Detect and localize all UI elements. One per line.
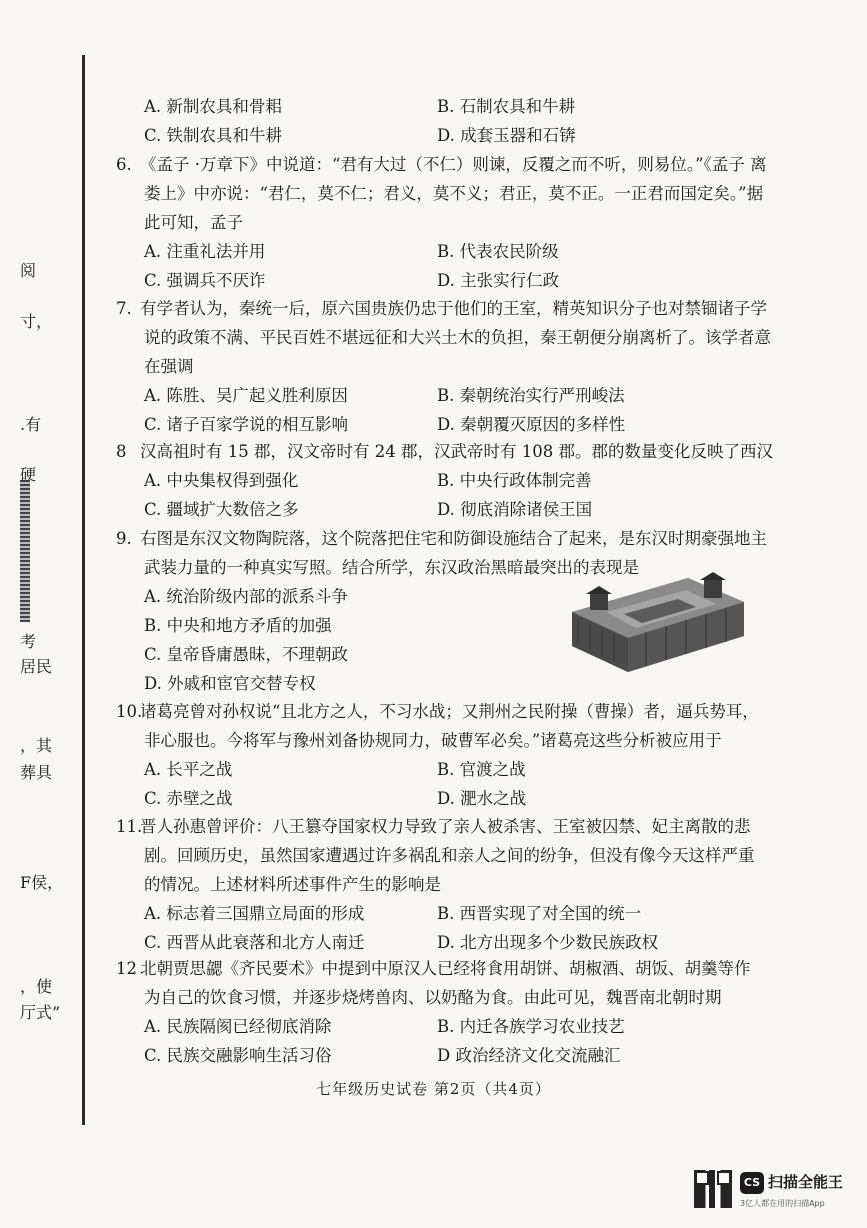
question-8	[116, 437, 773, 524]
margin-fragment: F侯，	[20, 873, 64, 892]
option-c: C. 民族交融影响生活习俗	[144, 1046, 332, 1065]
option-d: D. 秦朝覆灭原因的多样性	[437, 415, 626, 434]
margin-fragment: ，使	[20, 977, 53, 996]
question-stem: 《孟子 ·万章下》中说道：“君有大过（不仁）则谏，反覆之而不听，则易位。”《孟子 离	[140, 155, 767, 174]
question-stem: 武装力量的一种真实写照。结合所学，东汉政治黑暗最突出的表现是	[144, 558, 639, 577]
margin-fragment: ，其	[20, 736, 53, 755]
question-stem: 晋人孙惠曾评价：八王篡夺国家权力导致了亲人被杀害、王室被囚禁、妃主离散的悲	[140, 817, 751, 836]
question-stem: 为自己的饮食习惯，并逐步烧烤兽肉、以奶酪为食。由此可见，魏晋南北朝时期	[144, 988, 722, 1007]
margin-fragment: 寸，	[20, 312, 53, 331]
question-number: 7.	[116, 299, 132, 318]
option-b: B. 中央行政体制完善	[437, 471, 592, 490]
option-a: A. 长平之战	[144, 760, 233, 779]
option-d: D. 外戚和宦官交替专权	[144, 674, 316, 693]
question-6	[116, 150, 767, 295]
question-number: 9.	[116, 529, 132, 548]
margin-fragment: 硬	[20, 465, 37, 484]
option-b: B. 官渡之战	[437, 760, 526, 779]
option-c: C. 疆域扩大数倍之多	[144, 500, 299, 519]
option-a: A. 中央集权得到强化	[144, 471, 299, 490]
qr-code-icon	[694, 1170, 732, 1208]
scanner-watermark	[694, 1168, 854, 1216]
option-a: A. 民族隔阂已经彻底消除	[144, 1017, 332, 1036]
option-b: B. 西晋实现了对全国的统一	[437, 904, 642, 923]
question-stem: 汉高祖时有 15 郡，汉文帝时有 24 郡，汉武帝时有 108 郡。郡的数量变化反映了西汉	[140, 442, 773, 461]
scanner-app-name: 扫描全能王	[768, 1173, 844, 1191]
option-d: D. 彻底消除诸侯王国	[437, 500, 593, 519]
margin-fragment: 居民	[20, 657, 53, 676]
question-stem: 娄上》中亦说：“君仁，莫不仁；君义，莫不义；君正，莫不正。一正君而国定矣。”据	[144, 184, 764, 203]
binding-margin-line	[82, 55, 85, 1125]
option-d: D. 主张实行仁政	[437, 271, 560, 290]
question-number: 6.	[116, 155, 132, 174]
option-c: C. 铁制农具和牛耕	[144, 126, 283, 145]
camscanner-logo-icon: CS	[740, 1172, 764, 1194]
option-a: A. 统治阶级内部的派系斗争	[144, 587, 348, 606]
question-stem: 的情况。上述材料所述事件产生的影响是	[144, 875, 441, 894]
margin-fragment: 阅	[20, 261, 37, 280]
question-11	[118, 812, 758, 957]
question-stem: 诸葛亮曾对孙权说“且北方之人，不习水战；又荆州之民附操（曹操）者，逼兵势耳，	[140, 702, 759, 721]
question-stem: 北朝贾思勰《齐民要术》中提到中原汉人已经将食用胡饼、胡椒酒、胡饭、胡羹等作	[140, 959, 751, 978]
scanner-app-tagline: 3亿人都在用的扫描App	[740, 1199, 825, 1208]
option-b: B. 代表农民阶级	[437, 242, 559, 261]
question-stem: 在强调	[144, 357, 194, 376]
question-7	[116, 294, 771, 439]
question-stem: 非心服也。今将军与豫州刘备协规同力，破曹军必矣。”诸葛亮这些分析被应用于	[144, 731, 722, 750]
question-stem: 说的政策不满、平民百姓不堪远征和大兴土木的负担，秦王朝便分崩离析了。该学者意	[144, 328, 771, 347]
question-10	[118, 697, 758, 813]
question-stem: 右图是东汉文物陶院落，这个院落把住宅和防御设施结合了起来，是东汉时期豪强地主	[140, 529, 767, 548]
option-a: A. 新制农具和骨耜	[144, 97, 282, 116]
option-b: B. 中央和地方矛盾的加强	[144, 616, 332, 635]
question-stem: 剧。回顾历史，虽然国家遭遇过许多祸乱和亲人之间的纷争，但没有像今天这样严重	[144, 846, 755, 865]
question-number: 8	[116, 442, 127, 461]
option-d: D 政治经济文化交流融汇	[437, 1046, 621, 1065]
option-d: D. 淝水之战	[437, 789, 527, 808]
question-number: 12	[116, 959, 137, 978]
option-d: D. 成套玉器和石锛	[437, 126, 576, 145]
option-d: D. 北方出现多个少数民族政权	[437, 933, 659, 952]
question-5-options	[118, 92, 758, 150]
question-12	[118, 954, 758, 1070]
option-b: B. 秦朝统治实行严刑峻法	[437, 386, 625, 405]
option-c: C. 皇帝昏庸愚昧，不理朝政	[144, 645, 349, 664]
option-a: A. 注重礼法并用	[144, 242, 266, 261]
option-a: A. 标志着三国鼎立局面的形成	[144, 904, 365, 923]
question-number: 10.	[116, 702, 143, 721]
question-stem: 此可知，孟子	[144, 213, 243, 232]
margin-fragment: 考	[20, 632, 37, 651]
pottery-courtyard-image	[566, 572, 748, 678]
margin-fragment: 葬具	[20, 763, 53, 782]
option-b: B. 内迁各族学习农业技艺	[437, 1017, 625, 1036]
question-number: 11.	[116, 817, 143, 836]
page-footer: 七年级历史试卷 第2页（共4页）	[316, 1080, 551, 1098]
margin-fragment: .有	[20, 415, 42, 434]
option-c: C. 强调兵不厌诈	[144, 271, 266, 290]
binding-strip	[20, 480, 30, 622]
option-c: C. 赤壁之战	[144, 789, 233, 808]
option-c: C. 西晋从此衰落和北方人南迁	[144, 933, 365, 952]
margin-fragment: 厅式”	[20, 1003, 61, 1022]
option-b: B. 石制农具和牛耕	[437, 97, 576, 116]
option-c: C. 诸子百家学说的相互影响	[144, 415, 349, 434]
option-a: A. 陈胜、吴广起义胜利原因	[144, 386, 348, 405]
question-stem: 有学者认为，秦统一后，原六国贵族仍忠于他们的王室，精英知识分子也对禁锢诸子学	[140, 299, 767, 318]
